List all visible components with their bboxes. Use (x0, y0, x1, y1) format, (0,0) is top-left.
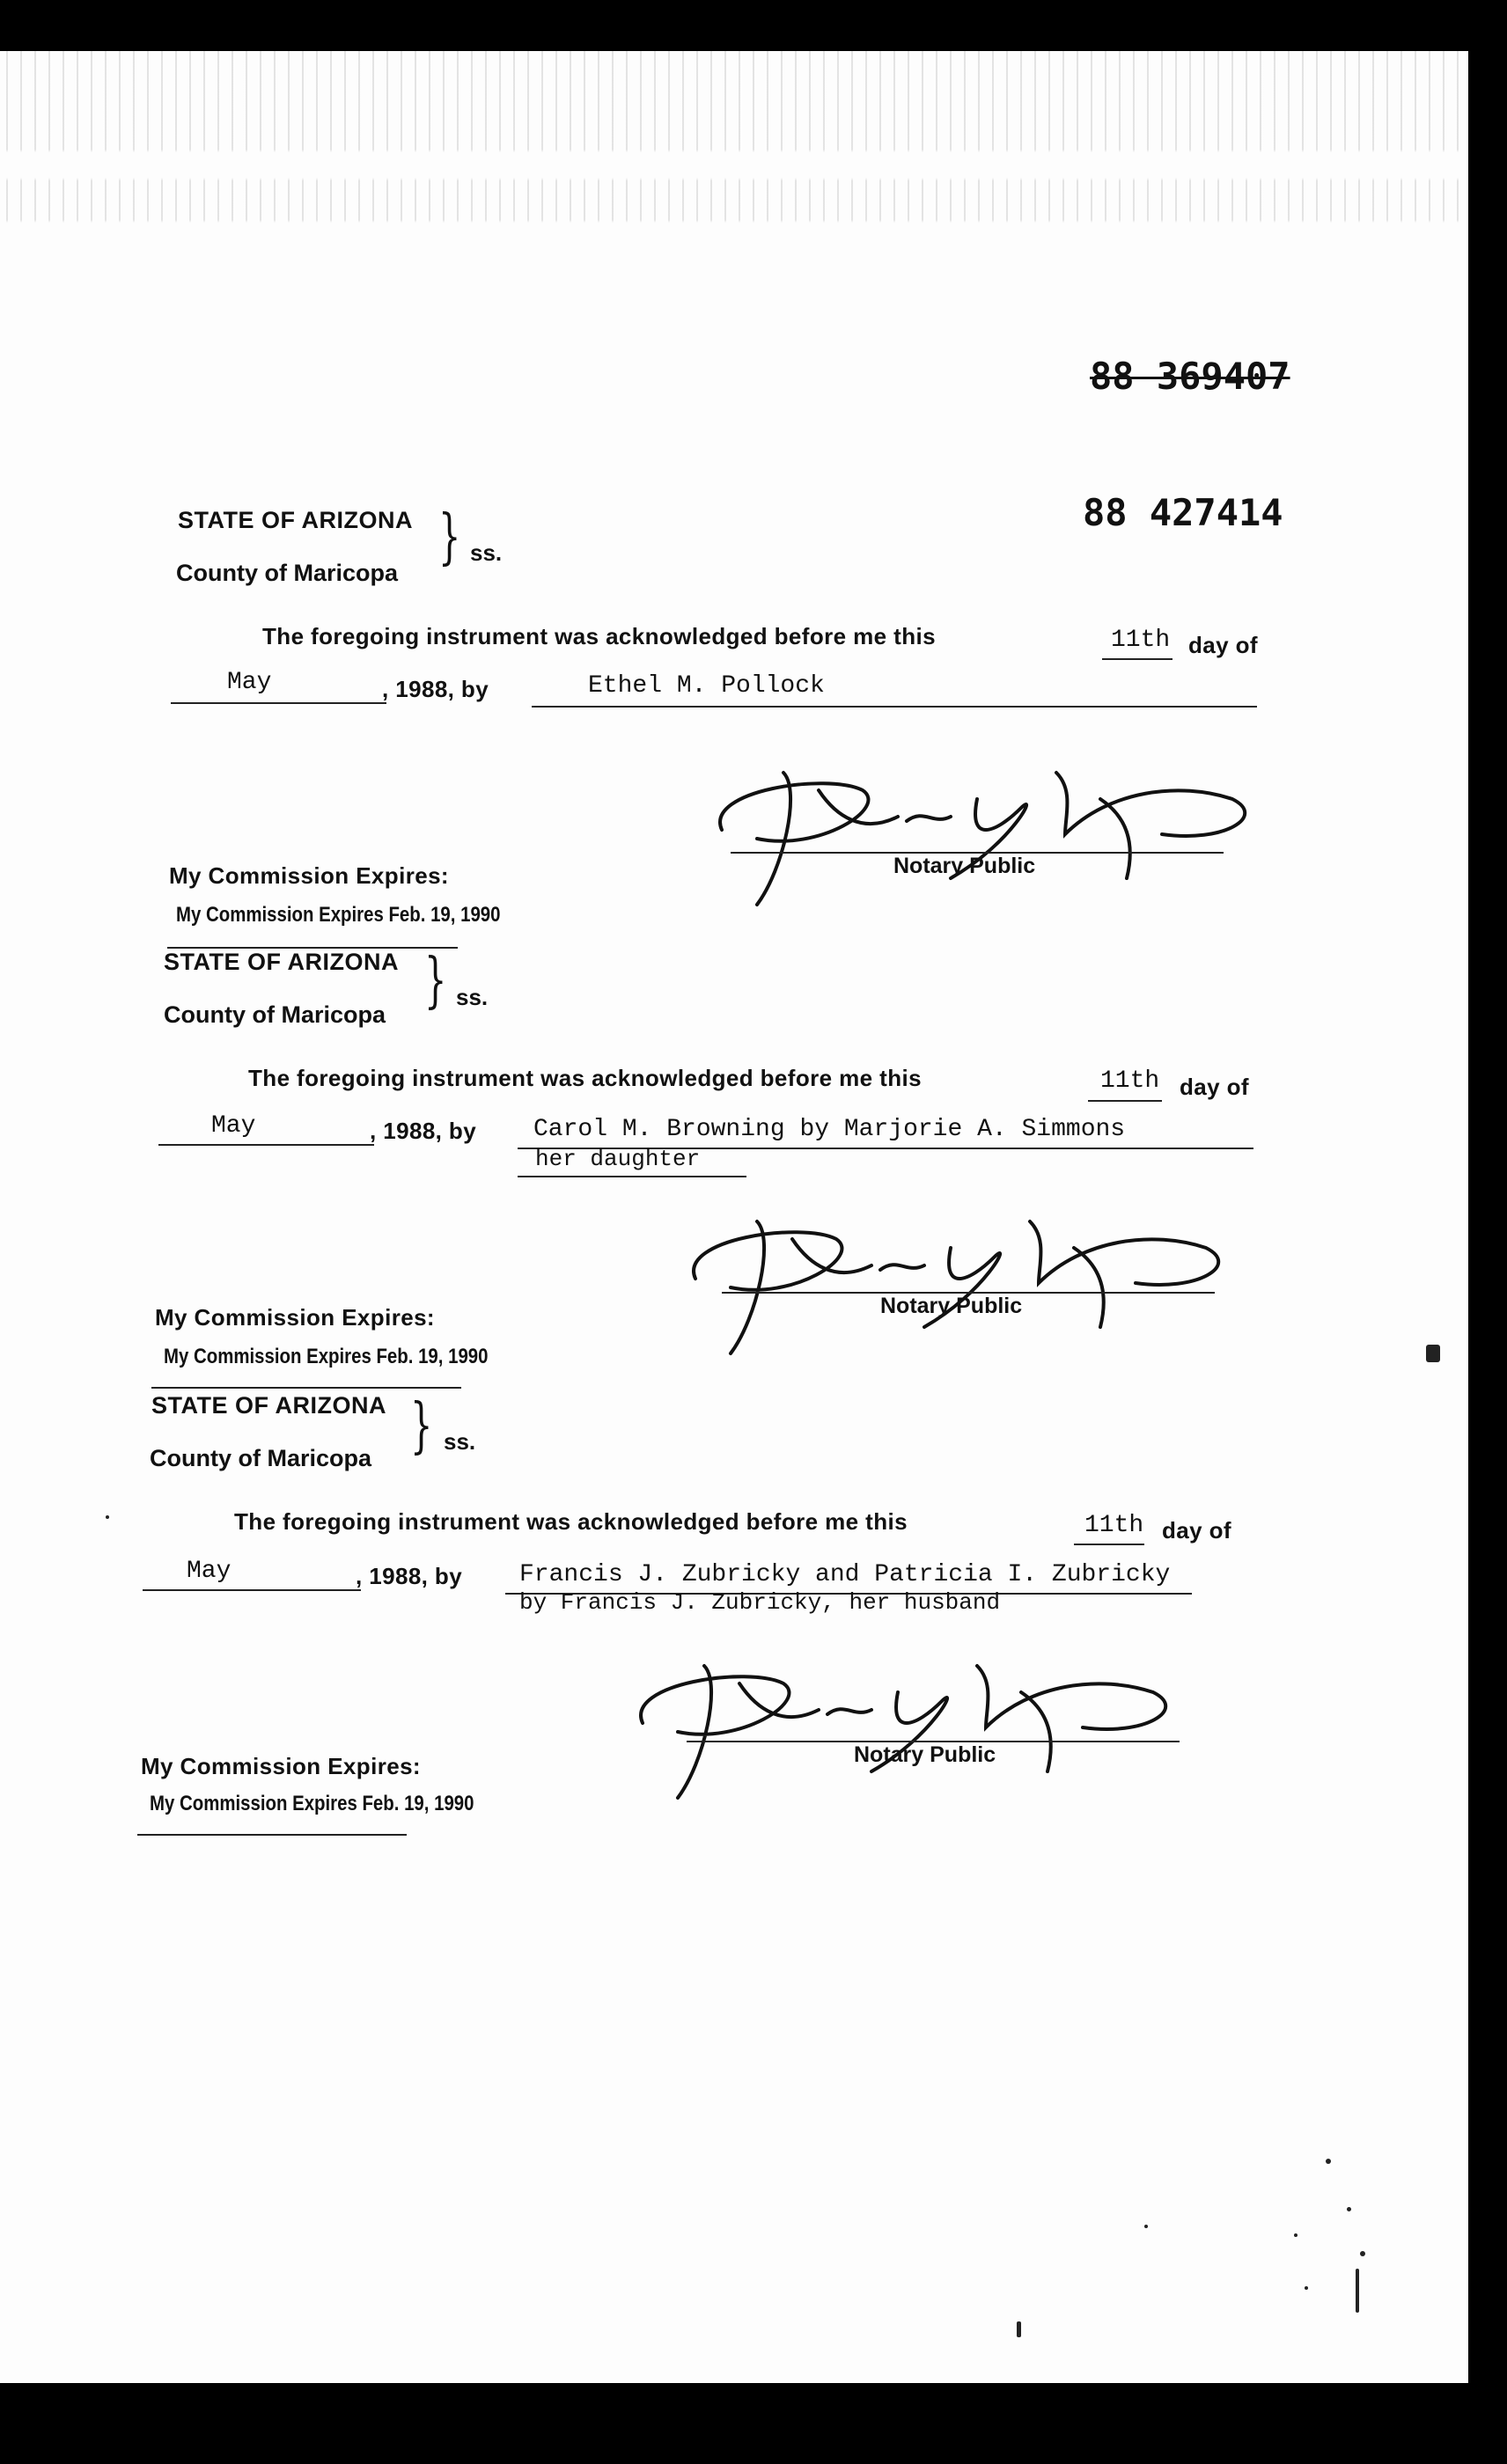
acknowledged-by-value: Ethel M. Pollock (588, 672, 825, 700)
month-value: May (227, 669, 272, 696)
state-label: STATE OF ARIZONA (164, 949, 399, 975)
brace-mark: } (410, 1391, 433, 1462)
state-label: STATE OF ARIZONA (151, 1392, 386, 1419)
commission-expires-label: My Commission Expires: (169, 862, 449, 889)
commission-expiry-stamp: My Commission Expires Feb. 19, 1990 (176, 903, 501, 927)
notary-signature (669, 1177, 1268, 1353)
notary-public-label: Notary Public (893, 854, 1036, 878)
ss-label: ss. (444, 1428, 476, 1455)
scan-noise-band (0, 51, 1468, 333)
month-value: May (187, 1558, 232, 1585)
county-label: County of Maricopa (176, 560, 399, 586)
acknowledged-by-value: Carol M. Browning by Marjorie A. Simmons (533, 1116, 1126, 1143)
commission-expiry-stamp: My Commission Expires Feb. 19, 1990 (150, 1792, 474, 1815)
day-of-label: day of (1162, 1517, 1231, 1544)
acknowledgment-text: The foregoing instrument was acknowledged before me this (248, 1065, 922, 1091)
month-value: May (211, 1112, 256, 1140)
county-label: County of Maricopa (150, 1445, 372, 1471)
day-of-label: day of (1180, 1074, 1249, 1100)
notary-public-label: Notary Public (880, 1294, 1023, 1318)
notary-signature (687, 737, 1285, 913)
notary-public-label: Notary Public (854, 1742, 996, 1767)
acknowledged-by-value: Francis J. Zubricky and Patricia I. Zubricky (519, 1561, 1171, 1588)
year-by-label: , 1988, by (356, 1563, 463, 1589)
day-value: 11th (1100, 1067, 1160, 1095)
county-label: County of Maricopa (164, 1001, 386, 1028)
acknowledged-by-relation: her daughter (535, 1146, 701, 1172)
day-value: 11th (1111, 627, 1171, 654)
year-by-label: , 1988, by (382, 676, 489, 702)
ss-label: ss. (456, 984, 489, 1010)
brace-mark: } (438, 502, 461, 573)
document-number: 88 427414 (1083, 491, 1283, 534)
day-of-label: day of (1188, 632, 1258, 658)
notary-signature (616, 1626, 1215, 1802)
acknowledgment-text: The foregoing instrument was acknowledged before me this (262, 623, 936, 649)
prior-document-number: 88 369407 (1090, 355, 1290, 398)
commission-expires-label: My Commission Expires: (155, 1304, 435, 1331)
commission-expiry-stamp: My Commission Expires Feb. 19, 1990 (164, 1345, 489, 1368)
acknowledged-by-relation: by Francis J. Zubricky, her husband (519, 1589, 1001, 1616)
ss-label: ss. (470, 539, 503, 566)
year-by-label: , 1988, by (370, 1118, 477, 1144)
document-page (0, 51, 1468, 2383)
state-label: STATE OF ARIZONA (178, 507, 413, 533)
commission-expires-label: My Commission Expires: (141, 1753, 421, 1779)
brace-mark: } (424, 946, 447, 1016)
day-value: 11th (1084, 1512, 1144, 1539)
acknowledgment-text: The foregoing instrument was acknowledged before me this (234, 1508, 908, 1535)
